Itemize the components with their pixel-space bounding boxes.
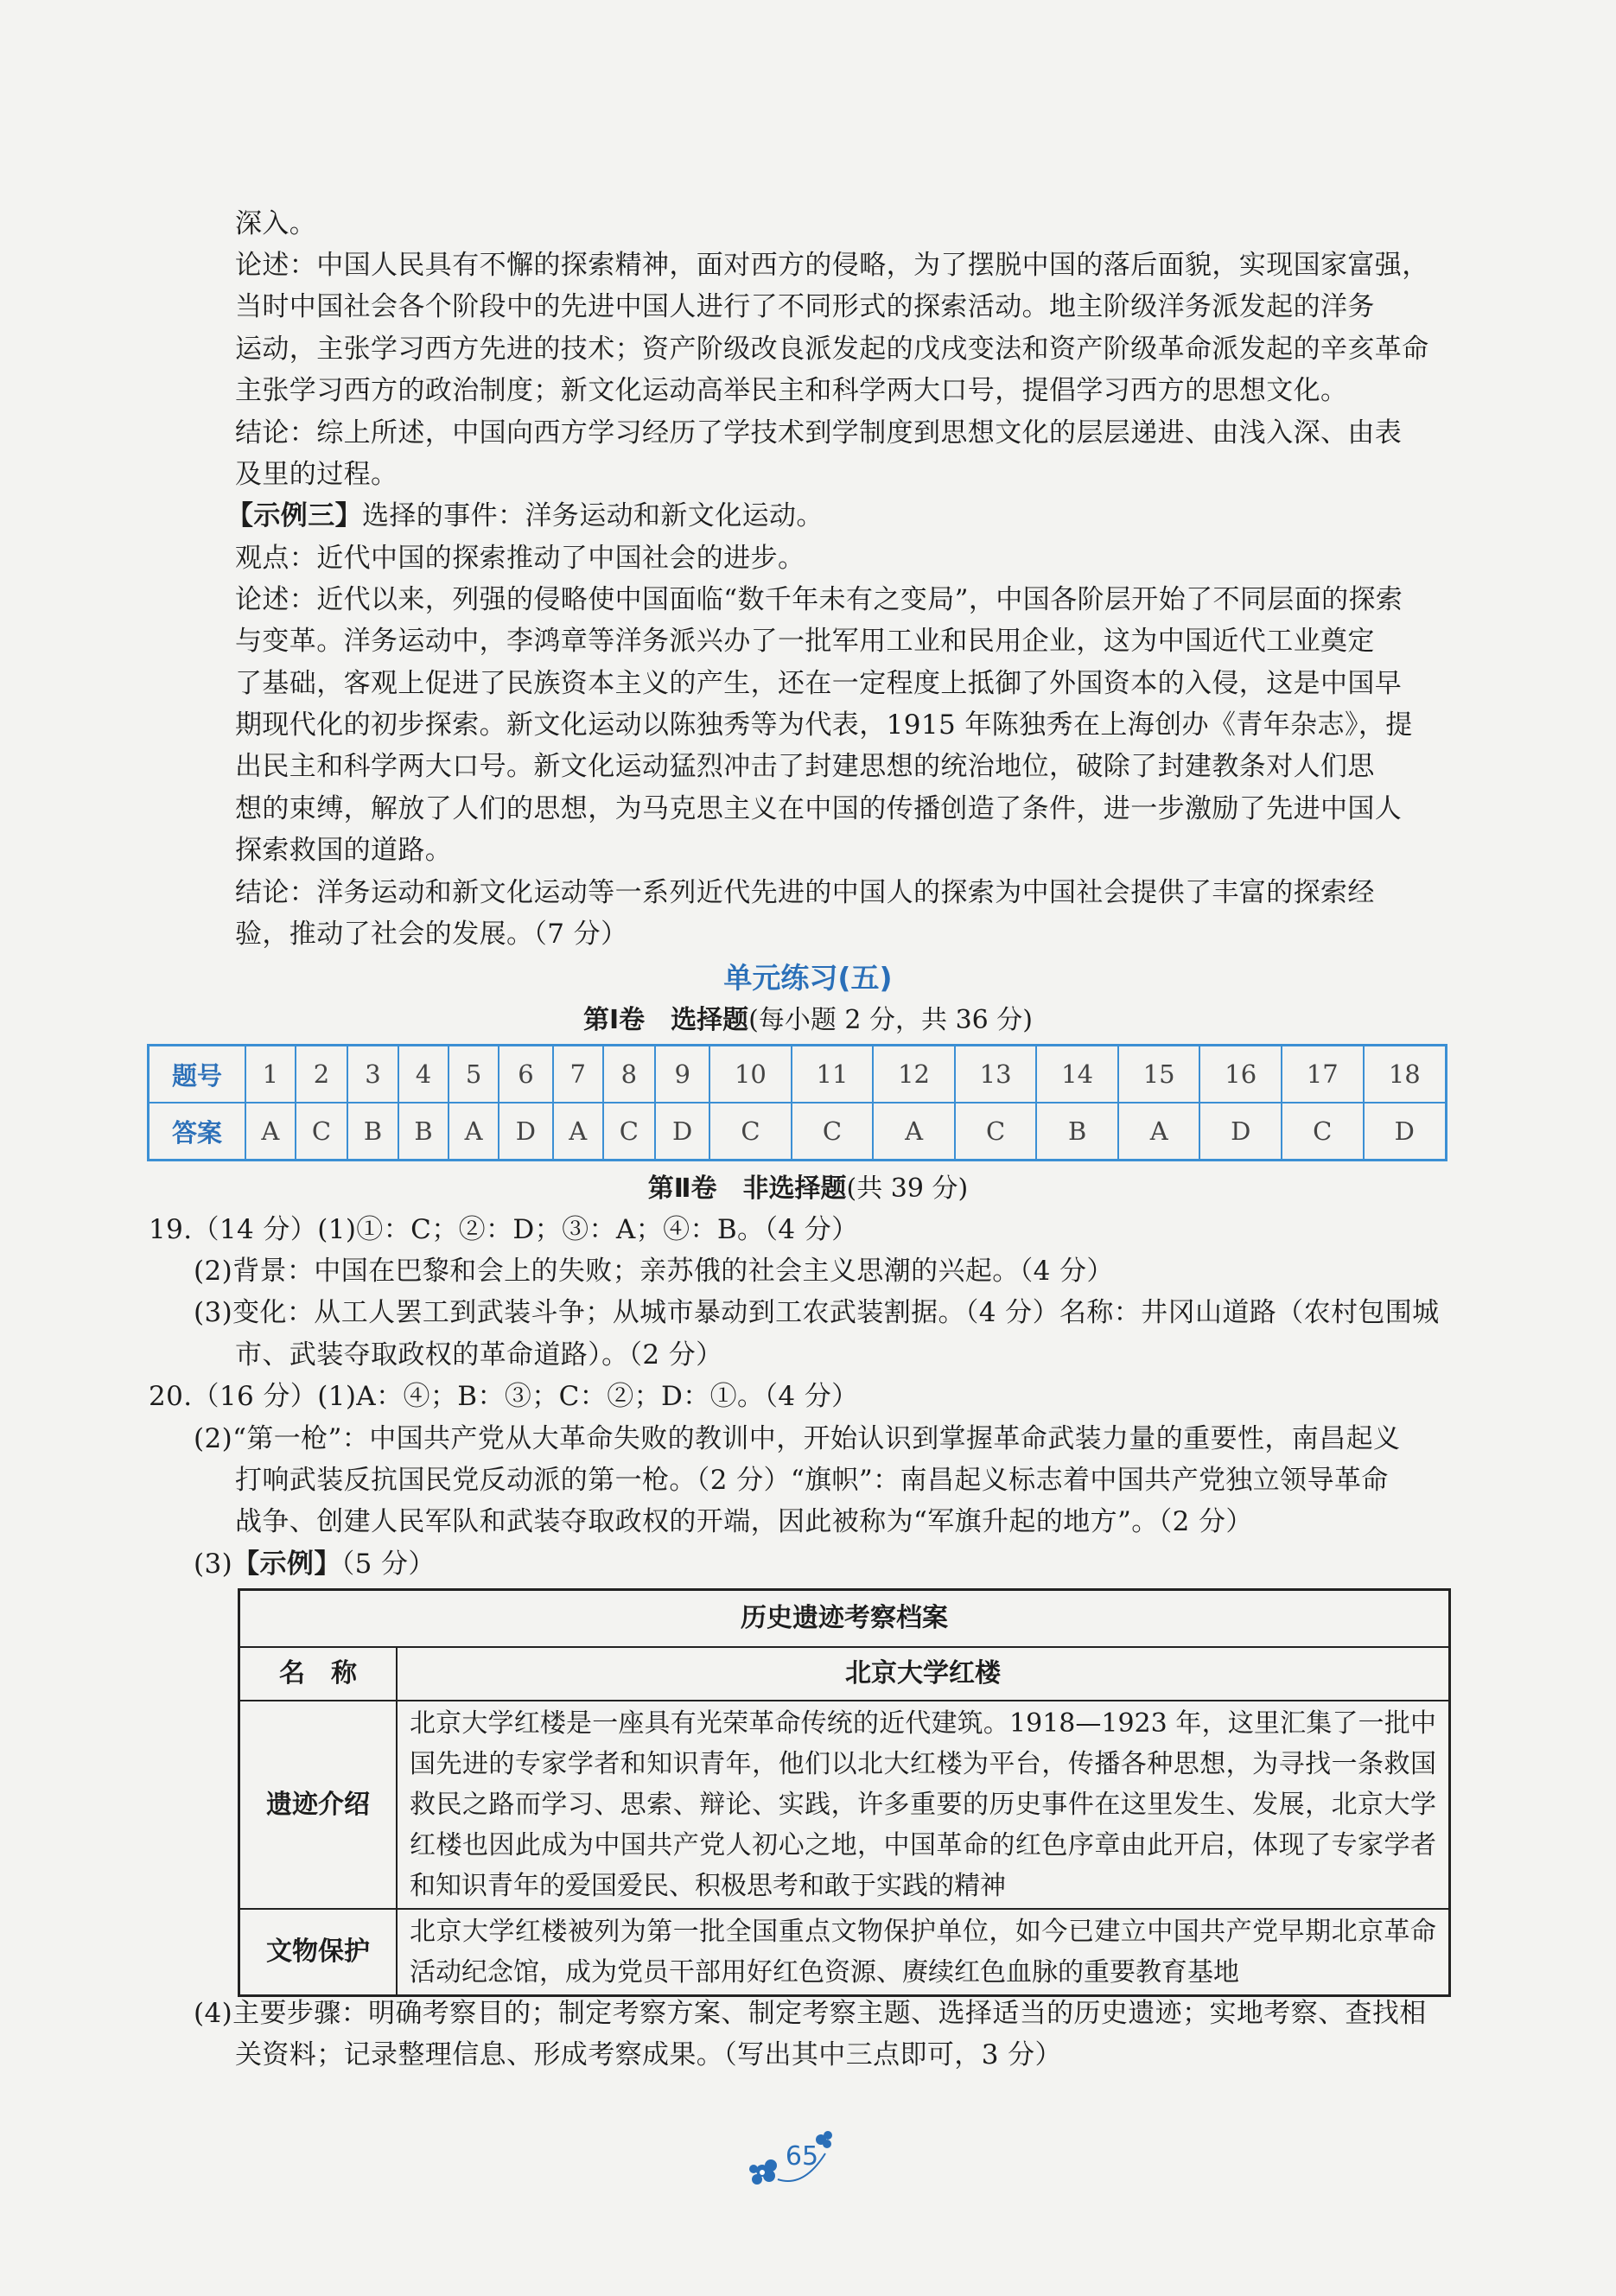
answer-cell: C bbox=[603, 1103, 656, 1161]
q20-part3-score: （5 分） bbox=[340, 1549, 436, 1580]
part1-heading bbox=[0, 998, 1616, 1036]
question-number-cell: 17 bbox=[1282, 1046, 1364, 1103]
archive-intro-row bbox=[239, 1701, 1450, 1909]
answer-table-answer-row bbox=[149, 1103, 1447, 1161]
part1-name: 第Ⅰ卷 选择题 bbox=[583, 1005, 749, 1035]
intro-line: 当时中国社会各个阶段中的先进中国人进行了不同形式的探索活动。地主阶级洋务派发起的洋务 bbox=[235, 291, 1375, 322]
archive-protect-row bbox=[239, 1909, 1450, 1996]
answer-header: 答案 bbox=[149, 1103, 246, 1161]
archive-protect-text: 北京大学红楼被列为第一批全国重点文物保护单位，如今已建立中国共产党早期北京革命活动纪念馆，成为党员干部用好红色资源、赓续红色血脉的重要教育基地 bbox=[397, 1909, 1450, 1996]
page-number-badge bbox=[743, 2127, 838, 2188]
archive-intro-label: 遗迹介绍 bbox=[239, 1701, 398, 1909]
example3-line: 想的束缚，解放了人们的思想，为马克思主义在中国的传播创造了条件，进一步激励了先进中国人 bbox=[235, 793, 1403, 824]
answer-table-number-row bbox=[149, 1046, 1447, 1103]
q20-line: 打响武装反抗国民党反动派的第一枪。（2 分）“旗帜”：南昌起义标志着中国共产党独立领导革命 bbox=[235, 1465, 1389, 1496]
archive-name-row bbox=[239, 1647, 1450, 1701]
example3-line: 验，推动了社会的发展。（7 分） bbox=[235, 919, 628, 950]
q19-line: (3)变化：从工人罢工到武装斗争；从城市暴动到工农武装割据。（4 分）名称：井冈山道路（农村包围城 bbox=[194, 1297, 1440, 1328]
question-number-cell: 15 bbox=[1118, 1046, 1200, 1103]
intro-line: 运动，主张学习西方先进的技术；资产阶级改良派发起的戊戌变法和资产阶级革命派发起的辛亥革命 bbox=[235, 334, 1429, 365]
question-number-cell: 12 bbox=[873, 1046, 955, 1103]
answer-cell: A bbox=[873, 1103, 955, 1161]
example3-tag: 【示例三】 bbox=[226, 500, 362, 531]
q20-part4-line: 关资料；记录整理信息、形成考察成果。（写出其中三点即可，3 分） bbox=[235, 2039, 1062, 2070]
answer-cell: A bbox=[1118, 1103, 1200, 1161]
answer-cell: C bbox=[955, 1103, 1037, 1161]
q20-line: 战争、创建人民军队和武装夺取政权的开端，因此被称为“军旗升起的地方”。（2 分） bbox=[235, 1506, 1253, 1537]
answer-cell: C bbox=[296, 1103, 348, 1161]
unit-title: 单元练习(五) bbox=[723, 961, 893, 995]
question-number-cell: 5 bbox=[449, 1046, 499, 1103]
part1-note: (每小题 2 分，共 36 分) bbox=[748, 1005, 1033, 1035]
answer-cell: B bbox=[1036, 1103, 1118, 1161]
question-number-cell: 6 bbox=[499, 1046, 553, 1103]
q19-line: 市、武装夺取政权的革命道路）。（2 分） bbox=[235, 1339, 723, 1371]
question-number-cell: 3 bbox=[347, 1046, 398, 1103]
answer-cell: A bbox=[245, 1103, 296, 1161]
question-number-cell: 18 bbox=[1364, 1046, 1447, 1103]
q20-part3-prefix: (3) bbox=[194, 1549, 233, 1580]
answer-cell: B bbox=[398, 1103, 449, 1161]
intro-line: 深入。 bbox=[235, 208, 317, 239]
example3-line: 选择的事件：洋务运动和新文化运动。 bbox=[362, 500, 824, 531]
archive-table bbox=[238, 1588, 1451, 1997]
question-number-cell: 14 bbox=[1036, 1046, 1118, 1103]
part2-name: 第Ⅱ卷 非选择题 bbox=[647, 1173, 847, 1204]
question-number-cell: 4 bbox=[398, 1046, 449, 1103]
q20-line: (2)“第一枪”：中国共产党从大革命失败的教训中，开始认识到掌握革命武装力量的重要性，南昌起义 bbox=[194, 1423, 1401, 1454]
question-number-cell: 9 bbox=[655, 1046, 709, 1103]
archive-protect-label: 文物保护 bbox=[239, 1909, 398, 1996]
example3-line: 出民主和科学两大口号。新文化运动猛烈冲击了封建思想的统治地位，破除了封建教条对人们思 bbox=[235, 751, 1375, 782]
example3-line: 期现代化的初步探索。新文化运动以陈独秀等为代表，1915 年陈独秀在上海创办《青年杂志》，提 bbox=[235, 709, 1413, 741]
page-number: 65 bbox=[785, 2141, 819, 2172]
answer-cell: B bbox=[347, 1103, 398, 1161]
question-number-cell: 2 bbox=[296, 1046, 348, 1103]
intro-line: 论述：中国人民具有不懈的探索精神，面对西方的侵略，为了摆脱中国的落后面貌，实现国家富强， bbox=[235, 250, 1429, 281]
intro-line: 主张学习西方的政治制度；新文化运动高举民主和科学两大口号，提倡学习西方的思想文化。 bbox=[235, 375, 1348, 406]
answer-cell: C bbox=[1282, 1103, 1364, 1161]
answer-cell: C bbox=[709, 1103, 792, 1161]
example3-line: 探索救国的道路。 bbox=[235, 835, 453, 866]
answer-cell: D bbox=[655, 1103, 709, 1161]
example3-heading bbox=[226, 495, 824, 537]
question-number-cell: 11 bbox=[792, 1046, 874, 1103]
example3-line: 观点：近代中国的探索推动了中国社会的进步。 bbox=[235, 543, 805, 574]
number-header: 题号 bbox=[149, 1046, 246, 1103]
example3-line: 论述：近代以来，列强的侵略使中国面临“数千年未有之变局”，中国各阶层开始了不同层面的探索 bbox=[235, 584, 1403, 615]
archive-name-label: 名 称 bbox=[239, 1647, 398, 1701]
intro-line: 及里的过程。 bbox=[235, 459, 398, 490]
answer-cell: D bbox=[1364, 1103, 1447, 1161]
q19-line: 19.（14 分）(1)①：C；②：D；③：A；④：B。（4 分） bbox=[149, 1214, 859, 1245]
archive-intro-text: 北京大学红楼是一座具有光荣革命传统的近代建筑。1918—1923 年，这里汇集了一批中国先进的专家学者和知识青年，他们以北大红楼为平台，传播各种思想，为寻找一条救国救民之路而学习、思索、辩论、实践，许多重要的历史事件在这里发生、发展，北京大学红楼也因此成为中国共产党人初心之地，中国革命的红色序章由此开启，体现了专家学者和知识青年的爱国爱民、积极思考和敢于实践的精神 bbox=[397, 1701, 1450, 1909]
question-number-cell: 1 bbox=[245, 1046, 296, 1103]
question-number-cell: 16 bbox=[1199, 1046, 1282, 1103]
part2-note: (共 39 分) bbox=[846, 1173, 969, 1204]
question-number-cell: 10 bbox=[709, 1046, 792, 1103]
answer-cell: C bbox=[792, 1103, 874, 1161]
example3-line: 了基础，客观上促进了民族资本主义的产生，还在一定程度上抵御了外国资本的入侵，这是中国早 bbox=[235, 668, 1403, 699]
example3-line: 与变革。洋务运动中，李鸿章等洋务派兴办了一批军用工业和民用企业，这为中国近代工业奠定 bbox=[235, 626, 1375, 657]
question-number-cell: 8 bbox=[603, 1046, 656, 1103]
q20-line: 20.（16 分）(1)A：④；B：③；C：②；D：①。（4 分） bbox=[149, 1381, 859, 1412]
q19-line: (2)背景：中国在巴黎和会上的失败；亲苏俄的社会主义思潮的兴起。（4 分） bbox=[194, 1256, 1114, 1287]
question-number-cell: 13 bbox=[955, 1046, 1037, 1103]
q20-part3-line bbox=[194, 1543, 436, 1585]
archive-title: 历史遗迹考察档案 bbox=[239, 1590, 1450, 1647]
part2-heading bbox=[0, 1167, 1616, 1205]
intro-line: 结论：综上所述，中国向西方学习经历了学技术到学制度到思想文化的层层递进、由浅入深、由表 bbox=[235, 417, 1403, 448]
answer-table bbox=[147, 1044, 1447, 1161]
archive-title-row bbox=[239, 1590, 1450, 1647]
question-number-cell: 7 bbox=[553, 1046, 603, 1103]
example3-line: 结论：洋务运动和新文化运动等一系列近代先进的中国人的探索为中国社会提供了丰富的探索经 bbox=[235, 877, 1375, 908]
archive-name-value: 北京大学红楼 bbox=[397, 1647, 1450, 1701]
q20-part4-line: (4)主要步骤：明确考察目的；制定考察方案、制定考察主题、选择适当的历史遗迹；实地考察、查找相 bbox=[194, 1998, 1427, 2029]
answer-cell: A bbox=[449, 1103, 499, 1161]
answer-cell: A bbox=[553, 1103, 603, 1161]
answer-cell: D bbox=[1199, 1103, 1282, 1161]
q20-part3-tag: 【示例】 bbox=[232, 1549, 341, 1580]
answer-cell: D bbox=[499, 1103, 553, 1161]
